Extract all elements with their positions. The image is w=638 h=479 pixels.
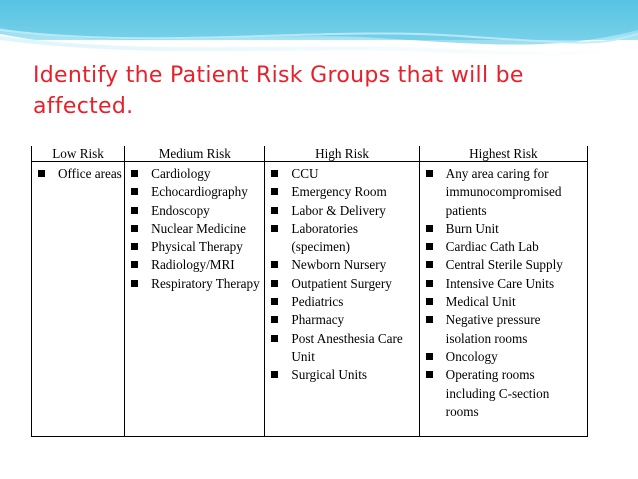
list-item: [265, 220, 418, 257]
list-item-label: Endoscopy: [151, 202, 210, 218]
list-item-label: Burn Unit: [445, 220, 499, 236]
list-item-label: Post Anesthesia Care Unit: [291, 330, 403, 364]
list-item: [265, 330, 418, 367]
list-item: [265, 165, 418, 183]
list-item-label: Echocardiography: [151, 184, 248, 200]
square-bullet-icon: [131, 207, 138, 214]
list-item-label: Oncology: [445, 348, 498, 364]
list-item: [265, 366, 418, 384]
header-low-risk: Low Risk: [32, 146, 125, 162]
list-item: [125, 165, 264, 183]
list-item: [125, 220, 264, 238]
square-bullet-icon: [426, 280, 433, 287]
header-medium-risk: Medium Risk: [125, 146, 265, 162]
square-bullet-icon: [426, 353, 433, 360]
medium-risk-list: [125, 165, 264, 293]
list-item-label: Surgical Units: [291, 367, 367, 383]
low-risk-list: [32, 165, 124, 183]
list-item-label: Intensive Care Units: [445, 275, 555, 291]
risk-groups-table: [31, 146, 588, 437]
list-item-label: Labor & Delivery: [291, 202, 386, 218]
list-item: [265, 311, 418, 329]
square-bullet-icon: [271, 335, 278, 342]
square-bullet-icon: [426, 225, 433, 232]
list-item: [420, 348, 587, 366]
square-bullet-icon: [271, 371, 278, 378]
high-risk-list: [265, 165, 418, 385]
list-item: [125, 275, 264, 293]
list-item: [125, 202, 264, 220]
table-header-row: [32, 146, 588, 162]
list-item-label: Radiology/MRI: [151, 257, 235, 273]
square-bullet-icon: [131, 261, 138, 268]
list-item: [420, 366, 587, 421]
list-item: [265, 293, 418, 311]
list-item-label: Operating rooms including C-section rooms: [445, 367, 550, 419]
list-item-label: Cardiac Cath Lab: [445, 239, 539, 255]
square-bullet-icon: [271, 298, 278, 305]
square-bullet-icon: [426, 170, 433, 177]
list-item: [420, 293, 587, 311]
square-bullet-icon: [271, 261, 278, 268]
list-item: [265, 275, 418, 293]
list-item: [420, 220, 587, 238]
square-bullet-icon: [131, 243, 138, 250]
medium-risk-cell: [125, 162, 265, 437]
square-bullet-icon: [426, 261, 433, 268]
list-item: [420, 256, 587, 274]
header-high-risk: High Risk: [265, 146, 419, 162]
list-item-label: Any area caring for immunocompromised patients: [445, 166, 562, 218]
square-bullet-icon: [131, 188, 138, 195]
decorative-wave-banner: [0, 0, 638, 62]
list-item: [420, 165, 587, 220]
square-bullet-icon: [271, 170, 278, 177]
list-item: [265, 256, 418, 274]
high-risk-cell: [265, 162, 419, 437]
square-bullet-icon: [271, 188, 278, 195]
list-item-label: CCU: [291, 166, 319, 181]
square-bullet-icon: [426, 298, 433, 305]
list-item-label: Physical Therapy: [151, 239, 243, 255]
square-bullet-icon: [426, 371, 433, 378]
list-item: [125, 256, 264, 274]
highest-risk-list: [420, 165, 587, 421]
list-item: [32, 165, 124, 183]
list-item-label: Pediatrics: [291, 294, 344, 310]
list-item-label: Outpatient Surgery: [291, 275, 392, 291]
list-item-label: Medical Unit: [445, 294, 516, 310]
list-item-label: Respiratory Therapy: [151, 275, 260, 291]
table-body-row: [32, 162, 588, 437]
square-bullet-icon: [38, 170, 45, 177]
list-item: [420, 275, 587, 293]
list-item-label: Newborn Nursery: [291, 257, 387, 273]
list-item-label: Office areas: [58, 166, 122, 181]
square-bullet-icon: [131, 225, 138, 232]
list-item-label: Pharmacy: [291, 312, 345, 328]
list-item-label: Central Sterile Supply: [445, 257, 563, 273]
header-highest-risk: Highest Risk: [419, 146, 587, 162]
slide-title: Identify the Patient Risk Groups that will be affected.: [33, 63, 524, 119]
list-item-label: Negative pressure isolation rooms: [445, 312, 541, 346]
list-item-label: Cardiology: [151, 166, 211, 181]
list-item: [265, 202, 418, 220]
list-item-label: Laboratories (specimen): [291, 220, 359, 255]
square-bullet-icon: [131, 280, 138, 287]
highest-risk-cell: [419, 162, 587, 437]
square-bullet-icon: [271, 316, 278, 323]
square-bullet-icon: [271, 225, 278, 232]
square-bullet-icon: [271, 280, 278, 287]
list-item: [265, 183, 418, 201]
list-item: [420, 311, 587, 348]
list-item-label: Emergency Room: [291, 184, 387, 200]
list-item-label: Nuclear Medicine: [151, 220, 246, 236]
list-item: [420, 238, 587, 256]
square-bullet-icon: [426, 316, 433, 323]
square-bullet-icon: [426, 243, 433, 250]
low-risk-cell: [32, 162, 125, 437]
square-bullet-icon: [131, 170, 138, 177]
square-bullet-icon: [271, 207, 278, 214]
list-item: [125, 183, 264, 201]
list-item: [125, 238, 264, 256]
